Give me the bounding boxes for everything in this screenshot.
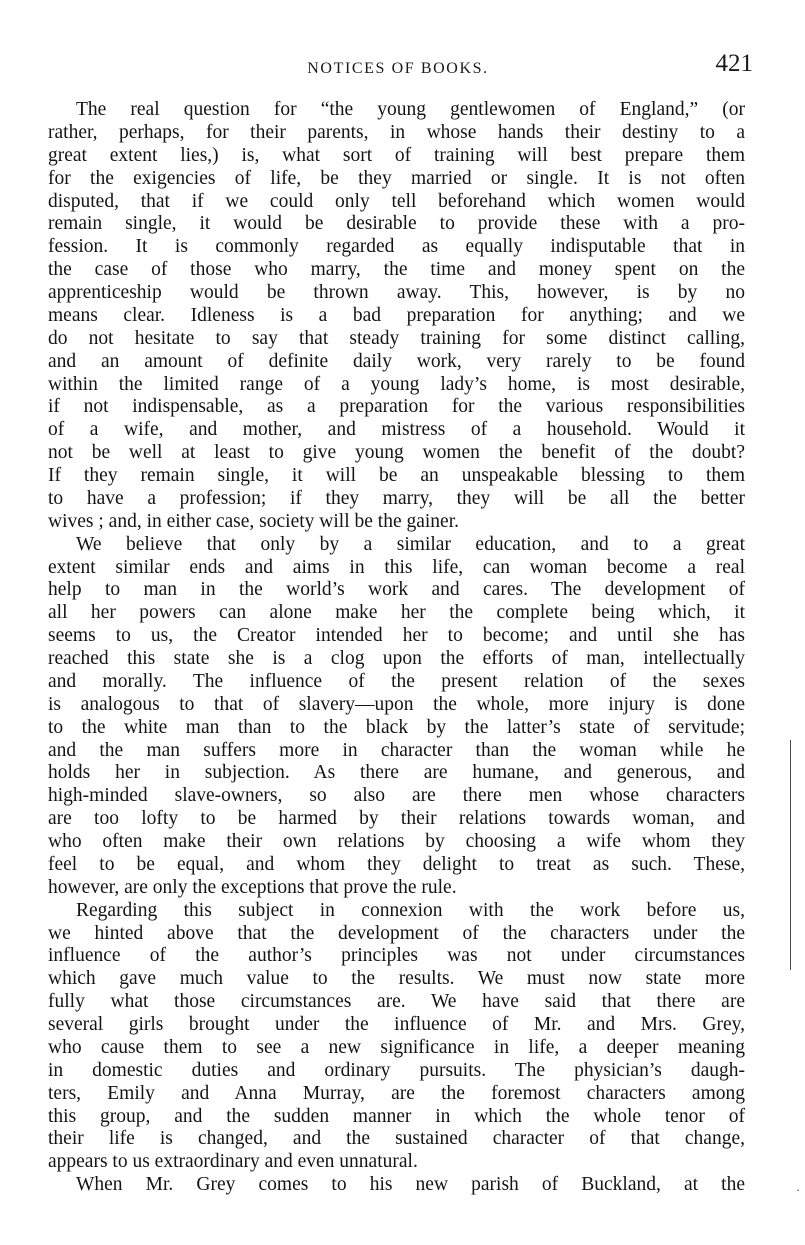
text-line: are too lofty to be harmed by their relations towards woman, and [48, 808, 745, 830]
text-line: influence of the author’s principles was not under circumstances [48, 945, 745, 967]
text-line: and an amount of definite daily work, very rarely to be found [48, 350, 745, 372]
text-line: which gave much value to the results. We must now state more [48, 968, 745, 990]
running-title: NOTICES OF BOOKS. [307, 60, 489, 77]
text-line: ters, Emily and Anna Murray, are the foremost characters among [48, 1082, 745, 1104]
text-line: all her powers can alone make her the complete being which, it [48, 602, 745, 624]
text-line: wives ; and, in either case, society will be the gainer. [48, 510, 459, 532]
margin-rule [790, 740, 791, 970]
text-line: of a wife, and mother, and mistress of a household. Would it [48, 419, 745, 441]
text-line: When Mr. Grey comes to his new parish of Buckland, at the [76, 1174, 745, 1196]
text-line: within the limited range of a young lady’s home, is most desirable, [48, 373, 745, 395]
text-line: several girls brought under the influence of Mr. and Mrs. Grey, [48, 1014, 745, 1035]
page-number: 421 [715, 50, 753, 77]
page-body [48, 99, 745, 1197]
text-line: help to man in the world’s work and cares. The development of [48, 579, 745, 601]
text-line: feel to be equal, and whom they delight to treat as such. These, [48, 853, 745, 875]
text-line: The real question for “the young gentlewomen of England,” (or [76, 99, 745, 120]
text-line: means clear. Idleness is a bad preparation for anything; and we [48, 304, 745, 326]
page-header [48, 50, 753, 86]
text-line: remain single, it would be desirable to provide these with a pro- [48, 213, 745, 235]
margin-dot-mark: · [796, 1183, 800, 1197]
text-line: high-minded slave-owners, so also are there men whose characters [48, 785, 745, 807]
text-line: appears to us extraordinary and even unnatural. [48, 1151, 418, 1173]
paragraph [48, 900, 745, 1175]
text-line: for the exigencies of life, be they married or single. It is not often [48, 167, 745, 189]
text-line: rather, perhaps, for their parents, in whose hands their destiny to a [48, 121, 745, 143]
text-line: and the man suffers more in character than the woman while he [48, 739, 745, 761]
text-line: if not indispensable, as a preparation for the various responsibilities [48, 396, 745, 418]
text-line: to have a profession; if they marry, they will be all the better [48, 487, 745, 509]
text-line: holds her in subjection. As there are humane, and generous, and [48, 762, 745, 784]
text-line: fully what those circumstances are. We have said that there are [48, 991, 745, 1013]
paragraph [48, 534, 745, 900]
text-line: Regarding this subject in connexion with the work before us, [76, 899, 745, 921]
text-line: their life is changed, and the sustained character of that change, [48, 1128, 745, 1150]
paragraph [48, 99, 745, 534]
text-line: If they remain single, it will be an unspeakable blessing to them [48, 465, 745, 486]
text-line: extent similar ends and aims in this life, can woman become a real [48, 556, 745, 578]
text-line: apprenticeship would be thrown away. This, however, is by no [48, 282, 745, 303]
text-line: disputed, that if we could only tell beforehand which women would [48, 190, 745, 212]
text-line: reached this state she is a clog upon the efforts of man, intellectually [48, 648, 745, 669]
text-line: is analogous to that of slavery—upon the whole, more injury is done [48, 693, 745, 715]
text-line: not be well at least to give young women the benefit of the doubt? [48, 442, 745, 464]
text-line: do not hesitate to say that steady training for some distinct calling, [48, 327, 745, 349]
text-line: seems to us, the Creator intended her to become; and until she has [48, 625, 745, 647]
text-line: however, are only the exceptions that prove the rule. [48, 876, 457, 898]
text-line: great extent lies,) is, what sort of training will best prepare them [48, 144, 745, 166]
text-line: this group, and the sudden manner in which the whole tenor of [48, 1105, 745, 1127]
text-line: who often make their own relations by choosing a wife whom they [48, 831, 745, 852]
text-line: the case of those who marry, the time and money spent on the [48, 259, 745, 281]
text-line: in domestic duties and ordinary pursuits. The physician’s daugh- [48, 1059, 745, 1081]
paragraph [48, 1174, 745, 1197]
text-line: fession. It is commonly regarded as equally indisputable that in [48, 236, 745, 258]
text-line: and morally. The influence of the present relation of the sexes [48, 670, 745, 692]
text-line: who cause them to see a new significance in life, a deeper meaning [48, 1036, 745, 1058]
text-line: we hinted above that the development of the characters under the [48, 922, 745, 944]
text-line: to the white man than to the black by the latter’s state of servitude; [48, 716, 745, 738]
text-line: We believe that only by a similar education, and to a great [76, 533, 745, 555]
